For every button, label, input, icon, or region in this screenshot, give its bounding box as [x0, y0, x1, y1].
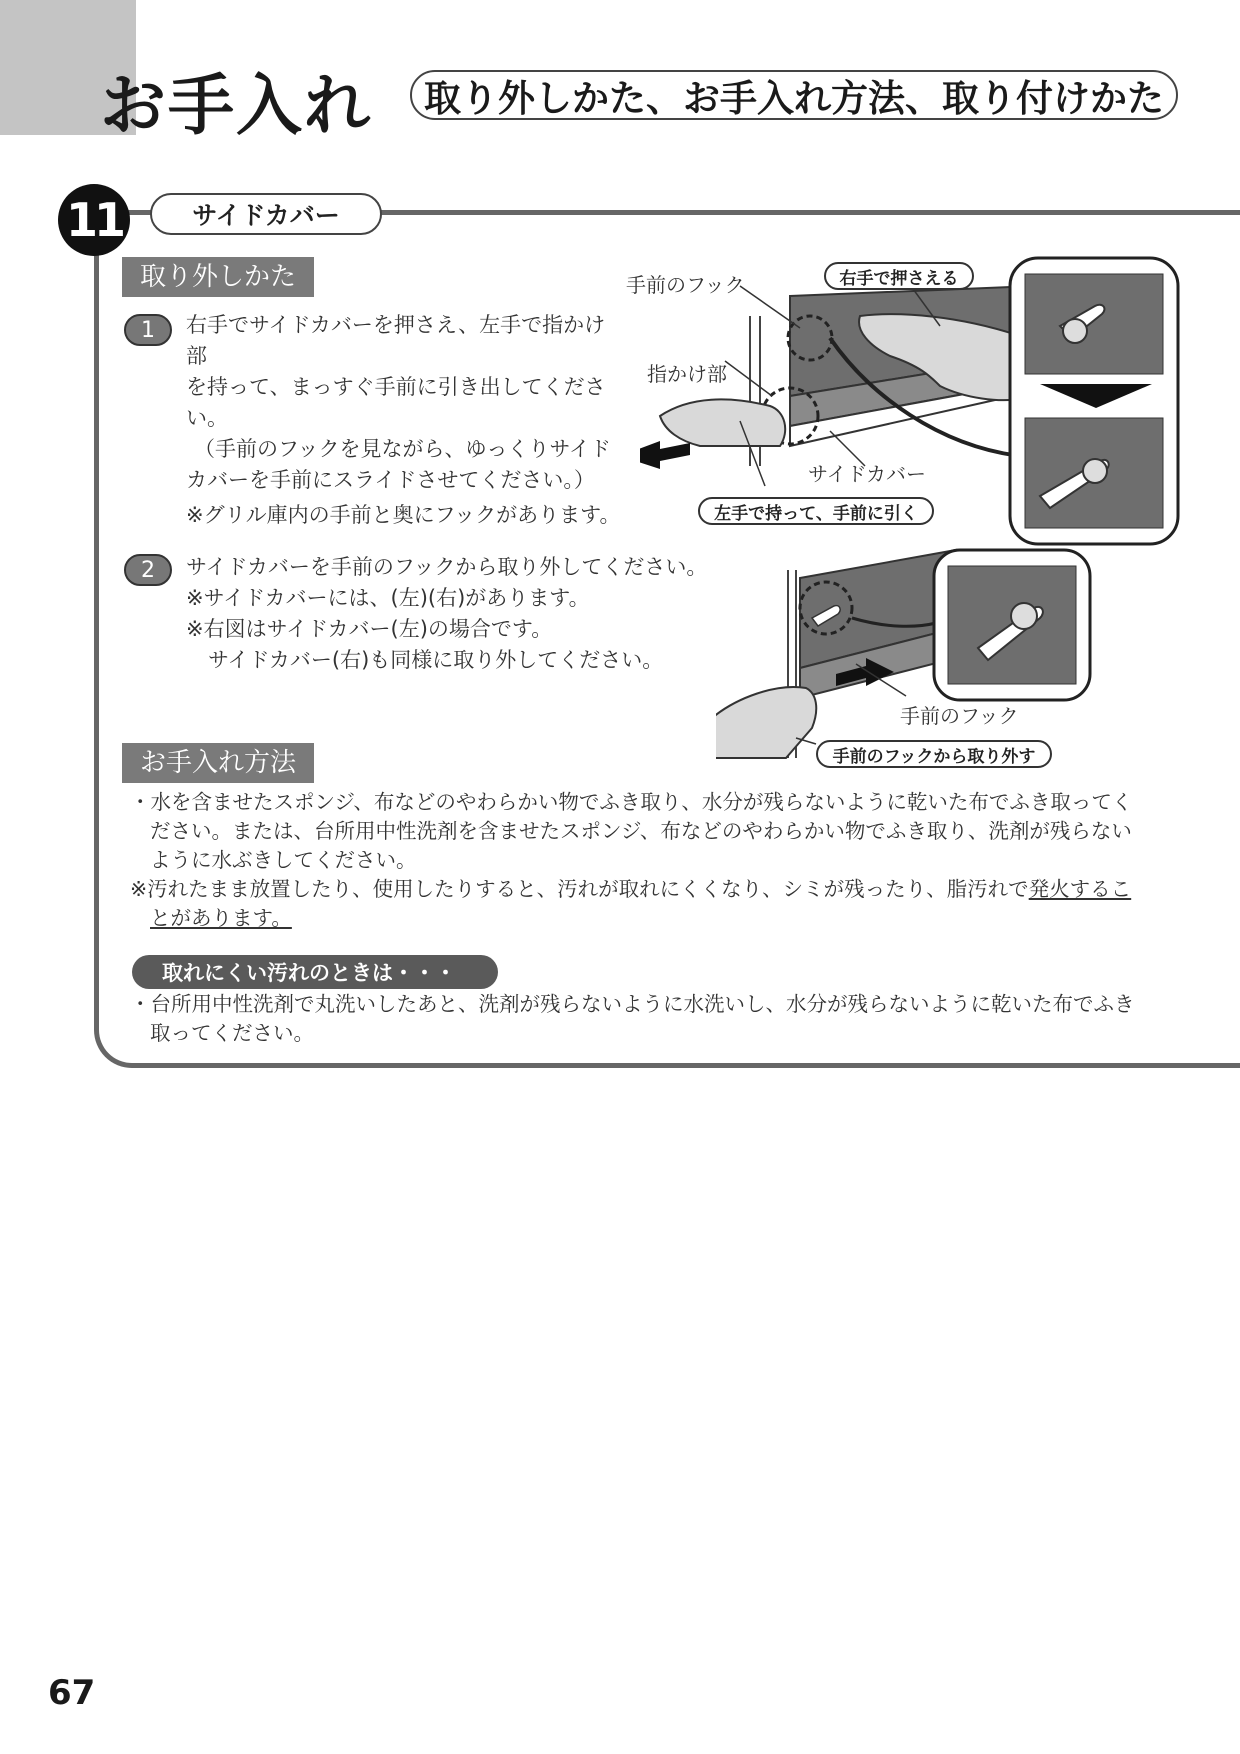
step-2-note: ※サイドカバーには、(左)(右)があります。 [186, 586, 590, 610]
care-line: ださい。または、台所用中性洗剤を含ませたスポンジ、布などのやわらかい物でふき取り、洗剤が残らない [150, 819, 1132, 843]
label-finger-grip: 指かけ部 [647, 362, 727, 386]
label-side-cover: サイドカバー [808, 462, 926, 486]
care-warning-cont [130, 904, 1210, 933]
step-1-badge: 1 [124, 314, 172, 346]
step-1-text [186, 310, 626, 531]
step-1-line: （手前のフックを見ながら、ゆっくりサイド [194, 437, 611, 461]
page-subtitle: 取り外しかた、お手入れ方法、取り付けかた [410, 70, 1178, 120]
hard-stains-line: 取ってください。 [150, 1021, 314, 1045]
hard-stains-text [130, 990, 1210, 1048]
step-1-line: を持って、まっすぐ手前に引き出してください。 [186, 375, 606, 430]
pill-right-hand: 右手で押さえる [824, 262, 974, 290]
care-text [130, 788, 1210, 933]
care-heading: お手入れ方法 [122, 743, 314, 783]
step-2-badge: 2 [124, 554, 172, 586]
step-2-illustration [716, 548, 1092, 766]
step-1-line: 右手でサイドカバーを押さえ、左手で指かけ部 [186, 313, 606, 368]
hard-stains-line: ・台所用中性洗剤で丸洗いしたあと、洗剤が残らないように水洗いし、水分が残らないように乾いた布でふき [130, 992, 1135, 1016]
care-line: ように水ぶきしてください。 [150, 848, 417, 872]
page-number: 67 [48, 1673, 96, 1713]
care-warning-emphasis: 発火するこ [1028, 877, 1132, 901]
care-warning [130, 875, 1210, 904]
label-front-hook: 手前のフック [626, 273, 745, 297]
section-number-badge: 11 [58, 184, 130, 256]
page-title: お手入れ [100, 67, 372, 144]
care-warning-text: ※汚れたまま放置したり、使用したりすると、汚れが取れにくくなり、シミが残ったり、脂汚れで [130, 877, 1029, 901]
left-hand [716, 687, 816, 758]
step-1-note: ※グリル庫内の手前と奥にフックがあります。 [186, 503, 621, 527]
care-warning-emphasis: とがあります。 [150, 906, 292, 930]
pull-arrow [640, 441, 690, 469]
pill-remove: 手前のフックから取り外す [816, 740, 1052, 768]
step-2-text [186, 552, 726, 676]
step-2-line: サイドカバーを手前のフックから取り外してください。 [186, 555, 708, 579]
left-hand [660, 399, 785, 446]
care-line: ・水を含ませたスポンジ、布などのやわらかい物でふき取り、水分が残らないように乾いた布でふき取ってく [130, 790, 1133, 814]
step-1-line: カバーを手前にスライドさせてください。） [186, 468, 595, 492]
step-2-note: ※右図はサイドカバー(左)の場合です。 [186, 617, 553, 641]
section-title: サイドカバー [150, 193, 382, 235]
step-2-note: サイドカバー(右)も同様に取り外してください。 [208, 648, 664, 672]
label-front-hook-2: 手前のフック [900, 704, 1019, 728]
removal-heading: 取り外しかた [122, 257, 314, 297]
pill-left-hand: 左手で持って、手前に引く [698, 497, 934, 525]
hard-stains-heading: 取れにくい汚れのときは・・・ [132, 955, 498, 989]
